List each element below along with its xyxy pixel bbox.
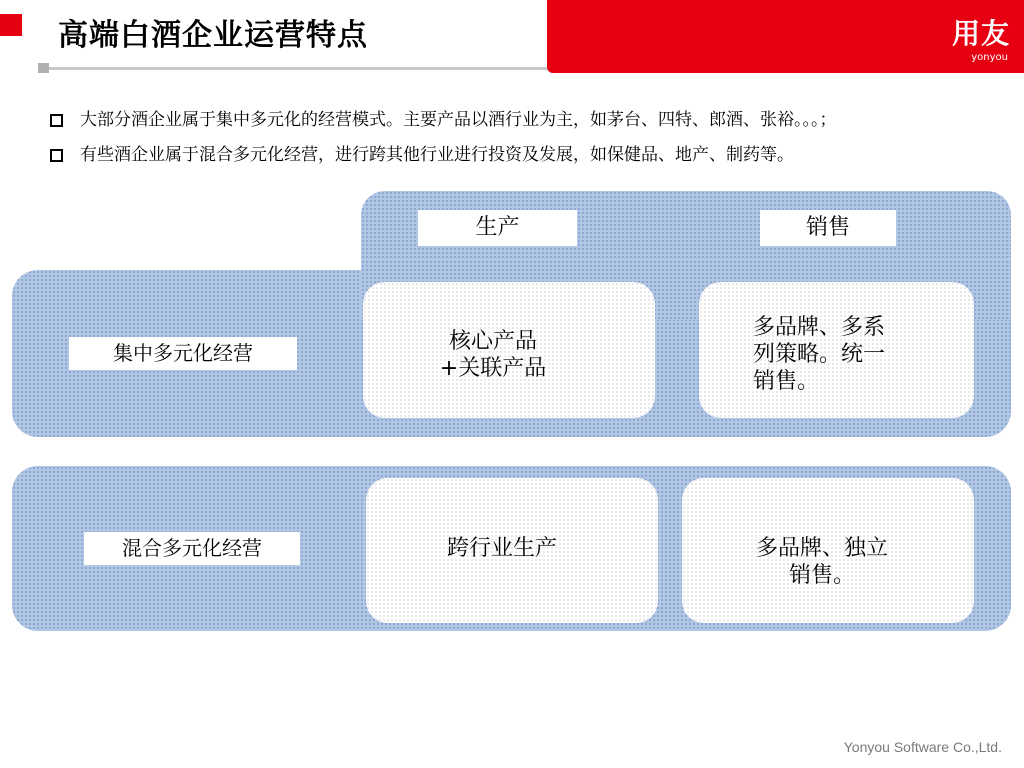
card-text: 多品牌、多系 列策略。统一 销售。 [753, 315, 886, 394]
card-concentrated-sales [699, 282, 974, 418]
card-text: 核心产品 +关联产品 [439, 329, 547, 381]
column-header-sales: 销售 [760, 210, 896, 246]
brand-logo-subtext: yonyou [971, 52, 1008, 63]
card-text: 跨行业生产 [446, 536, 557, 561]
bullet-item [50, 107, 837, 133]
footer-copyright: Yonyou Software Co.,Ltd. [843, 739, 1002, 755]
column-header-production: 生产 [418, 210, 577, 246]
card-mixed-sales [682, 478, 974, 623]
square-bullet-icon [50, 149, 63, 162]
row-label-concentrated: 集中多元化经营 [69, 337, 297, 370]
card-text: 多品牌、独立 销售。 [755, 536, 888, 588]
row-label-mixed: 混合多元化经营 [84, 532, 300, 565]
page-title: 高端白酒企业运营特点 [58, 18, 368, 53]
brand-logo-text: 用友 [951, 17, 1010, 50]
brand-banner [547, 0, 1024, 73]
bullet-text: 有些酒企业属于混合多元化经营，进行跨其他行业进行投资及发展，如保健品、地产、制药等。 [80, 145, 794, 165]
square-bullet-icon [50, 114, 63, 127]
title-underline-marker [38, 63, 49, 73]
bullet-text: 大部分酒企业属于集中多元化的经营模式。主要产品以酒行业为主，如茅台、四特、郎酒、张裕。。。； [80, 110, 837, 130]
bullet-item [50, 142, 794, 168]
corner-accent [0, 14, 22, 36]
card-mixed-production [366, 478, 658, 623]
card-concentrated-production [363, 282, 655, 418]
